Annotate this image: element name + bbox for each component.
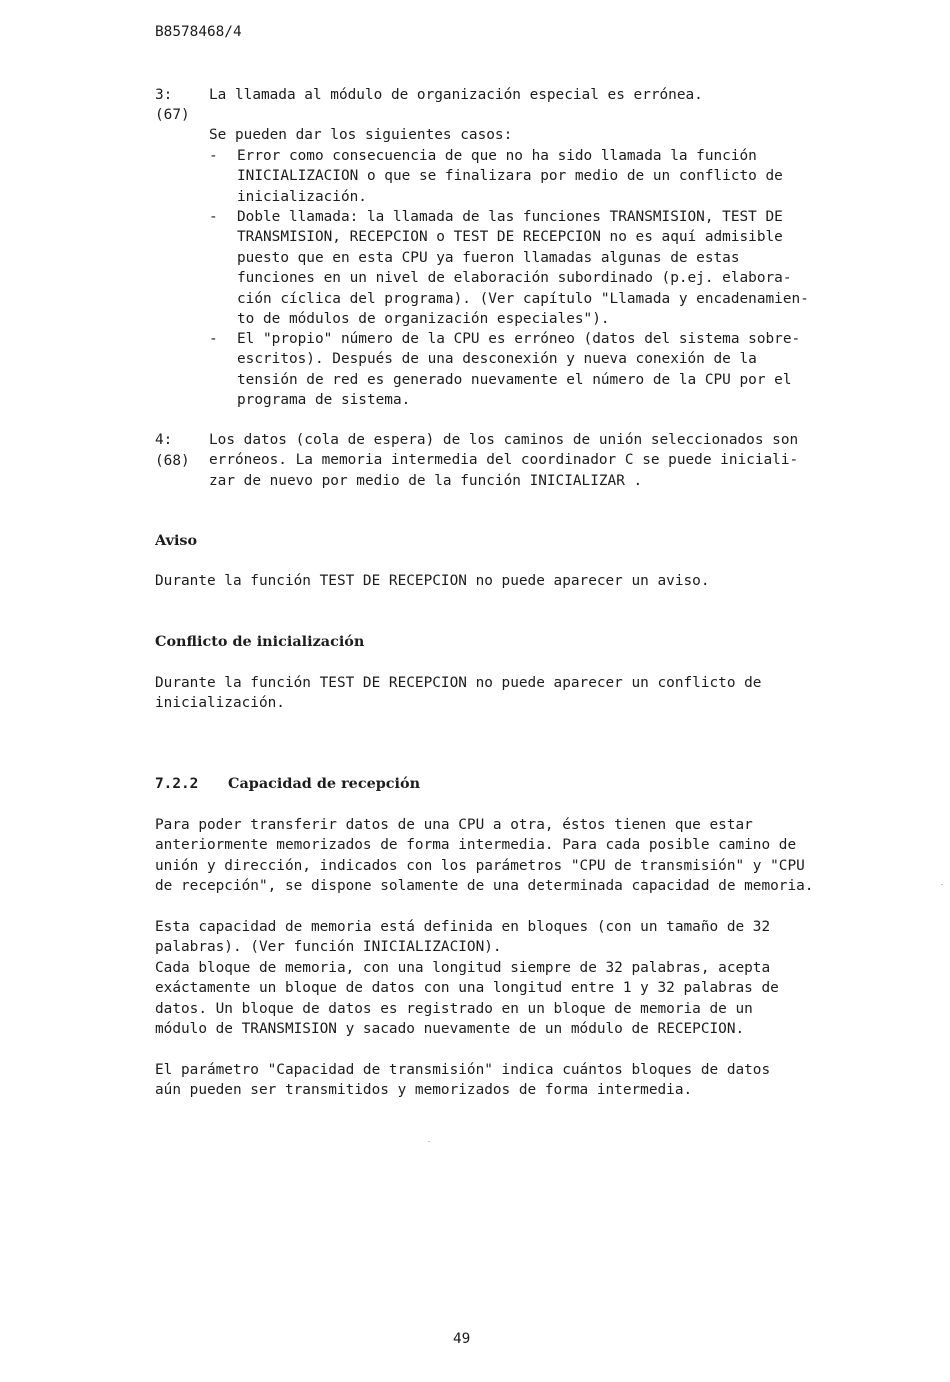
text-line: ción cíclica del programa). (Ver capítulo "Llamada y encadenamien- [237, 290, 809, 307]
text-line: inicialización. [155, 695, 285, 712]
aviso-paragraph [155, 571, 855, 591]
item-4-code: (68) [155, 453, 190, 469]
text-line: tensión de red es generado nuevamente el número de la CPU por el [237, 371, 792, 388]
case-bullet [209, 329, 849, 411]
item-3-number: 3: [155, 87, 173, 103]
section-paragraph-3 [155, 1060, 855, 1101]
item-3-code: (67) [155, 107, 190, 123]
document-id: B8578468/4 [155, 24, 242, 40]
text-line: aún pueden ser transmitidos y memorizados de forma intermedia. [155, 1082, 693, 1099]
text-line: funciones en un nivel de elaboración subordinado (p.ej. elabora- [237, 270, 792, 287]
section-title: Capacidad de recepción [228, 775, 421, 792]
section-paragraph-1 [155, 815, 865, 897]
text-line: unión y dirección, indicados con los parámetros "CPU de transmisión" y "CPU [155, 857, 805, 874]
bullet-dash: - [209, 209, 218, 225]
text-line: Error como consecuencia de que no ha sido llamada la función [237, 148, 757, 164]
text-line: programa de sistema. [237, 392, 411, 409]
section-paragraph-2 [155, 917, 855, 1039]
case-bullet [209, 207, 849, 329]
text-line: inicialización. [237, 188, 367, 205]
text-line: módulo de TRANSMISION y sacado nuevamente de un módulo de RECEPCION. [155, 1021, 745, 1038]
text-line: erróneos. La memoria intermedia del coordinador C se puede iniciali- [209, 452, 799, 469]
text-line: exáctamente un bloque de datos con una longitud entre 1 y 32 palabras de [155, 980, 779, 997]
bullet-dash: - [209, 331, 218, 347]
text-line: Durante la función TEST DE RECEPCION no puede aparecer un aviso. [155, 573, 710, 589]
scan-speck [428, 1141, 430, 1142]
text-line: to de módulos de organización especiales"). [237, 311, 610, 328]
item-4-description [209, 430, 849, 491]
item-3-intro: Se pueden dar los siguientes casos: [209, 127, 513, 143]
item-4-number: 4: [155, 432, 173, 448]
text-line: Doble llamada: la llamada de las funciones TRANSMISION, TEST DE [237, 209, 783, 225]
conflicto-paragraph [155, 673, 855, 714]
scan-speck [941, 884, 943, 885]
text-line: Cada bloque de memoria, con una longitud siempre de 32 palabras, acepta [155, 959, 771, 976]
section-number: 7.2.2 [155, 776, 199, 792]
conflicto-heading: Conflicto de inicialización [155, 633, 365, 650]
text-line: anteriormente memorizados de forma intermedia. Para cada posible camino de [155, 837, 797, 854]
bullet-dash: - [209, 148, 218, 164]
text-line: Esta capacidad de memoria está definida en bloques (con un tamaño de 32 [155, 919, 771, 935]
page-number: 49 [453, 1331, 471, 1347]
aviso-heading: Aviso [155, 532, 198, 549]
text-line: TRANSMISION, RECEPCION o TEST DE RECEPCION no es aquí admisible [237, 229, 783, 246]
text-line: El "propio" número de la CPU es erróneo (datos del sistema sobre- [237, 331, 801, 347]
text-line: Para poder transferir datos de una CPU a otra, éstos tienen que estar [155, 817, 753, 833]
text-line: El parámetro "Capacidad de transmisión" indica cuántos bloques de datos [155, 1062, 771, 1078]
text-line: de recepción", se dispone solamente de una determinada capacidad de memoria. [155, 878, 814, 895]
text-line: INICIALIZACION o que se finalizara por medio de un conflicto de [237, 168, 783, 185]
case-bullet [209, 146, 849, 207]
text-line: Los datos (cola de espera) de los caminos de unión seleccionados son [209, 432, 799, 448]
text-line: palabras). (Ver función INICIALIZACION). [155, 939, 502, 956]
item-3-description: La llamada al módulo de organización especial es errónea. [209, 87, 703, 103]
text-line: escritos). Después de una desconexión y nueva conexión de la [237, 351, 757, 368]
text-line: puesto que en esta CPU ya fueron llamadas algunas de estas [237, 249, 740, 266]
text-line: Durante la función TEST DE RECEPCION no puede aparecer un conflicto de [155, 675, 762, 691]
text-line: zar de nuevo por medio de la función INICIALIZAR . [209, 472, 643, 489]
text-line: datos. Un bloque de datos es registrado en un bloque de memoria de un [155, 1000, 753, 1017]
